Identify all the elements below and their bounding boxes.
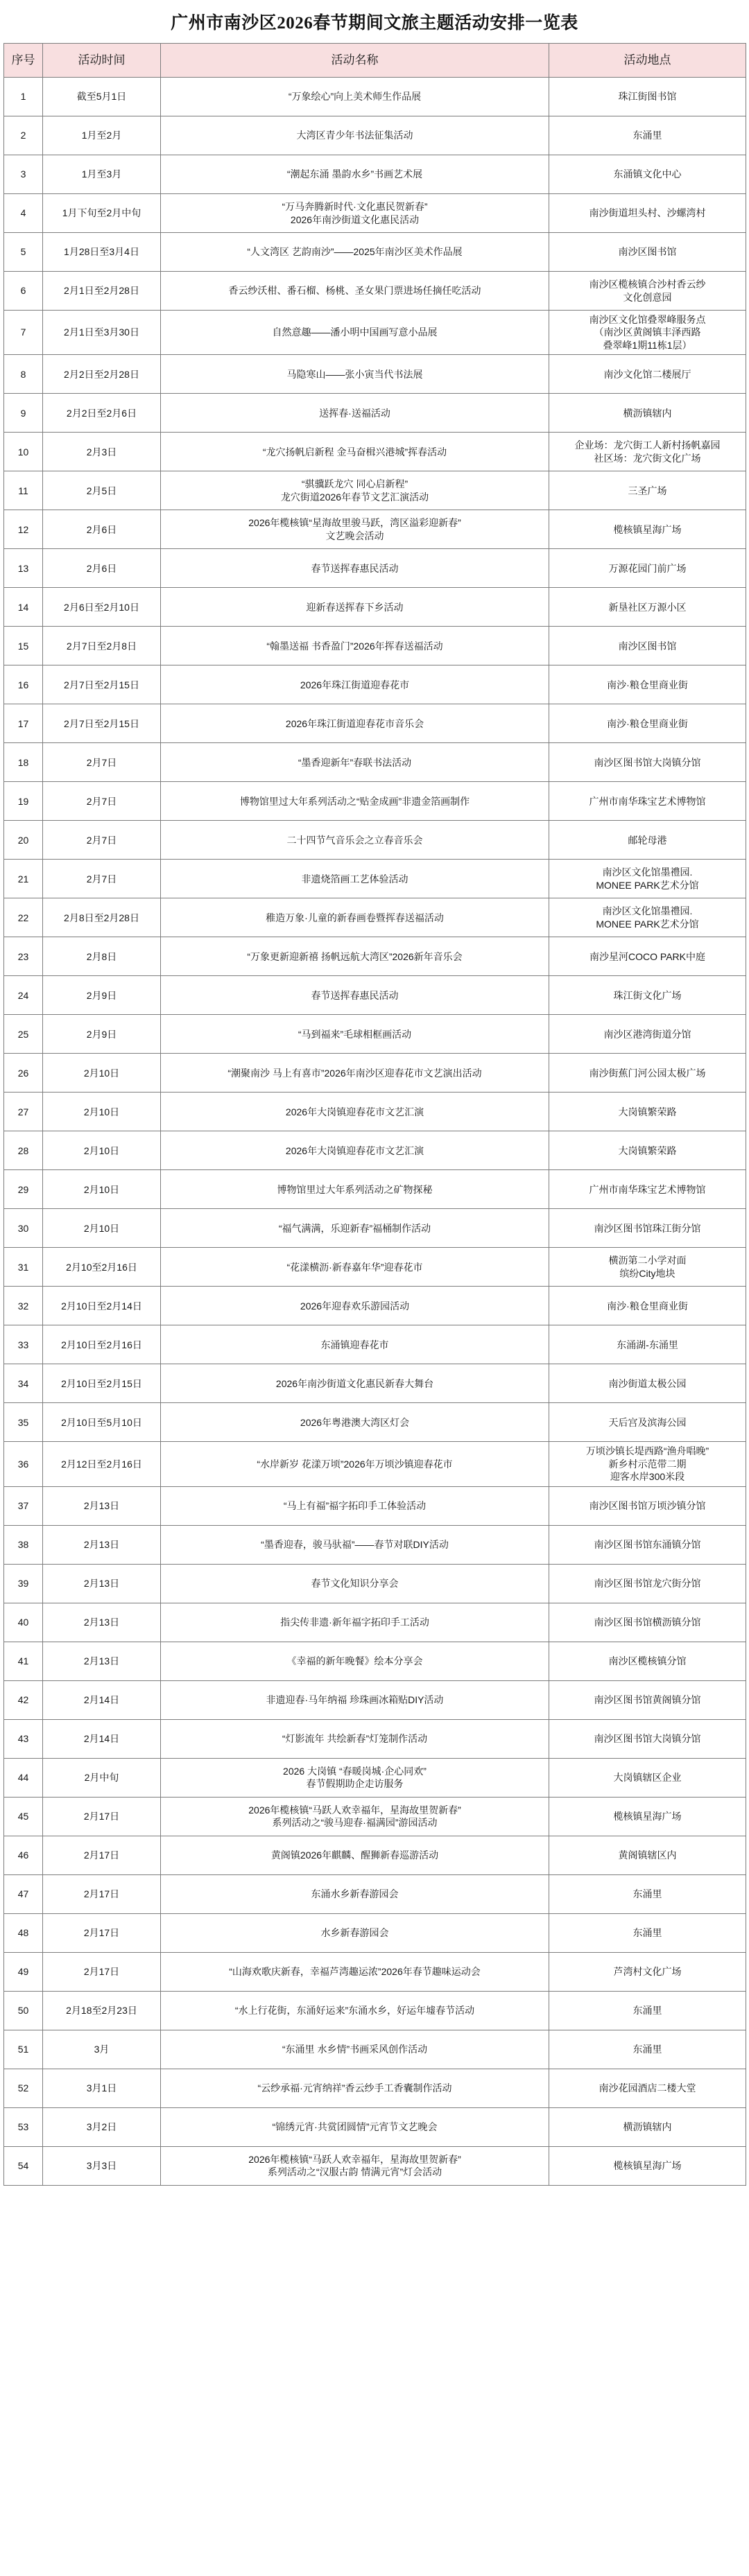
table-row [4,665,746,704]
table-row [4,704,746,743]
cell-activity-time: 2月13日 [43,1525,161,1564]
cell-activity-location: 万源花园门前广场 [549,549,746,588]
cell-activity-name: 2026 大岗镇 “春暖岗城·企心同欢” 春节假期助企走访服务 [161,1758,549,1797]
cell-activity-name: 春节文化知识分享会 [161,1564,549,1603]
cell-activity-time: 1月至2月 [43,116,161,155]
table-row [4,1564,746,1603]
cell-activity-name: 2026年迎春欢乐游园活动 [161,1287,549,1325]
cell-activity-time: 2月中旬 [43,1758,161,1797]
cell-index: 54 [4,2146,43,2185]
cell-activity-name: 东涌镇迎春花市 [161,1325,549,1364]
table-row [4,233,746,272]
column-header-location: 活动地点 [549,44,746,78]
cell-index: 23 [4,937,43,976]
cell-activity-location: 南沙星河COCO PARK中庭 [549,937,746,976]
cell-activity-name: 《幸福的新年晚餐》绘本分享会 [161,1642,549,1680]
cell-activity-time: 2月7日 [43,782,161,821]
table-row [4,1364,746,1403]
table-row [4,2107,746,2146]
cell-activity-name: 2026年榄核镇“星海故里骏马跃，湾区溢彩迎新春” 文艺晚会活动 [161,510,549,549]
table-row [4,433,746,471]
table-row [4,78,746,116]
cell-activity-time: 3月3日 [43,2146,161,2185]
cell-activity-time: 2月3日 [43,433,161,471]
cell-index: 48 [4,1913,43,1952]
cell-activity-time: 2月6日 [43,510,161,549]
table-row [4,1054,746,1093]
cell-activity-name: 黄阁镇2026年麒麟、醒狮新春巡游活动 [161,1836,549,1874]
table-row [4,1209,746,1248]
cell-activity-time: 3月2日 [43,2107,161,2146]
cell-activity-time: 2月1日至2月28日 [43,272,161,311]
cell-activity-time: 2月13日 [43,1603,161,1642]
cell-activity-time: 2月6日 [43,549,161,588]
cell-activity-time: 2月10至2月16日 [43,1248,161,1287]
table-row [4,976,746,1015]
cell-activity-name: 2026年大岗镇迎春花市文艺汇演 [161,1131,549,1170]
table-row [4,272,746,311]
table-row [4,549,746,588]
cell-activity-location: 南沙区图书馆大岗镇分馆 [549,743,746,782]
cell-activity-name: 春节送挥春惠民活动 [161,549,549,588]
cell-activity-name: 送挥春·送福活动 [161,394,549,433]
cell-activity-location: 横沥镇辖内 [549,2107,746,2146]
table-row [4,155,746,194]
cell-index: 45 [4,1797,43,1836]
table-row [4,1442,746,1486]
cell-activity-location: 东涌里 [549,1913,746,1952]
cell-index: 52 [4,2069,43,2107]
cell-activity-name: “云纱承福·元宵纳祥”香云纱手工香囊制作活动 [161,2069,549,2107]
cell-activity-name: “潮聚南沙 马上有喜市”2026年南沙区迎春花市文艺演出活动 [161,1054,549,1093]
cell-activity-location: 榄核镇星海广场 [549,510,746,549]
cell-activity-name: 非遗迎春·马年纳福 珍珠画冰箱贴DIY活动 [161,1680,549,1719]
cell-index: 30 [4,1209,43,1248]
cell-activity-name: 博物馆里过大年系列活动之“贴金成画”非遗金箔画制作 [161,782,549,821]
cell-activity-location: 南沙区图书馆大岗镇分馆 [549,1719,746,1758]
table-row [4,116,746,155]
cell-index: 10 [4,433,43,471]
table-row [4,1248,746,1287]
cell-activity-location: 东涌湖-东涌里 [549,1325,746,1364]
cell-activity-location: 广州市南华珠宝艺术博物馆 [549,1170,746,1209]
cell-activity-location: 大岗镇辖区企业 [549,1758,746,1797]
cell-activity-location: 邮轮母港 [549,821,746,860]
cell-activity-location: 大岗镇繁荣路 [549,1131,746,1170]
cell-activity-name: 2026年南沙街道文化惠民新春大舞台 [161,1364,549,1403]
cell-activity-time: 2月1日至3月30日 [43,311,161,355]
cell-activity-name: “人文湾区 艺韵南沙”——2025年南沙区美术作品展 [161,233,549,272]
table-row [4,898,746,937]
cell-activity-location: 南沙文化馆二楼展厅 [549,355,746,394]
cell-activity-name: “水上行花街，东涌好运来”东涌水乡，好运年墟春节活动 [161,1991,549,2030]
cell-activity-name: 大湾区青少年书法征集活动 [161,116,549,155]
cell-activity-time: 3月1日 [43,2069,161,2107]
cell-activity-location: 南沙区文化馆叠翠峰服务点 （南沙区黄阁镇丰泽西路 叠翠峰1期11栋1层） [549,311,746,355]
cell-index: 1 [4,78,43,116]
cell-index: 11 [4,471,43,510]
cell-activity-time: 2月10日 [43,1170,161,1209]
cell-activity-name: “马上有福”福字拓印手工体验活动 [161,1486,549,1525]
table-row [4,1486,746,1525]
cell-index: 42 [4,1680,43,1719]
cell-index: 3 [4,155,43,194]
cell-activity-time: 2月18至2月23日 [43,1991,161,2030]
cell-activity-time: 2月8日至2月28日 [43,898,161,937]
cell-activity-location: 珠江街文化广场 [549,976,746,1015]
cell-activity-time: 2月10日 [43,1054,161,1093]
cell-index: 4 [4,194,43,233]
cell-index: 51 [4,2030,43,2069]
cell-activity-name: “龙穴扬帆启新程 金马奋楫兴港城”挥春活动 [161,433,549,471]
cell-index: 35 [4,1403,43,1442]
cell-activity-location: 东涌里 [549,116,746,155]
cell-activity-time: 2月14日 [43,1680,161,1719]
table-row [4,2146,746,2185]
cell-activity-time: 2月10日至2月15日 [43,1364,161,1403]
cell-activity-time: 2月9日 [43,976,161,1015]
title-bar [0,0,749,43]
cell-activity-location: 广州市南华珠宝艺术博物馆 [549,782,746,821]
table-row [4,2030,746,2069]
cell-index: 8 [4,355,43,394]
cell-activity-name: “万象更新迎新禧 扬帆远航大湾区”2026新年音乐会 [161,937,549,976]
cell-activity-location: 南沙区港湾街道分馆 [549,1015,746,1054]
cell-activity-name: “福气满满，乐迎新春”福桶制作活动 [161,1209,549,1248]
table-row [4,1874,746,1913]
cell-activity-location: 南沙区图书馆 [549,627,746,665]
cell-activity-name: 香云纱沃柑、番石榴、杨桃、圣女果门票进场任摘任吃活动 [161,272,549,311]
table-row [4,821,746,860]
table-row [4,1680,746,1719]
cell-activity-time: 2月7日至2月8日 [43,627,161,665]
cell-activity-time: 2月13日 [43,1564,161,1603]
cell-activity-name: 水乡新春游园会 [161,1913,549,1952]
cell-index: 29 [4,1170,43,1209]
cell-activity-location: 横沥第二小学对面 缤纷City地块 [549,1248,746,1287]
cell-activity-location: 南沙区图书馆东涌镇分馆 [549,1525,746,1564]
cell-index: 24 [4,976,43,1015]
cell-index: 7 [4,311,43,355]
cell-activity-name: 二十四节气音乐会之立春音乐会 [161,821,549,860]
cell-index: 31 [4,1248,43,1287]
table-row [4,471,746,510]
cell-index: 28 [4,1131,43,1170]
cell-activity-location: 南沙区图书馆万顷沙镇分馆 [549,1486,746,1525]
cell-index: 33 [4,1325,43,1364]
cell-activity-time: 2月17日 [43,1874,161,1913]
cell-activity-name: “翰墨送福 书香盈门”2026年挥春送福活动 [161,627,549,665]
cell-index: 18 [4,743,43,782]
cell-activity-time: 2月10日至2月16日 [43,1325,161,1364]
cell-activity-location: 南沙区榄核镇分馆 [549,1642,746,1680]
cell-activity-name: “灯影流年 共绘新春”灯笼制作活动 [161,1719,549,1758]
cell-activity-location: 东涌里 [549,1991,746,2030]
cell-index: 14 [4,588,43,627]
cell-activity-location: 南沙区图书馆龙穴街分馆 [549,1564,746,1603]
cell-activity-time: 2月14日 [43,1719,161,1758]
cell-index: 15 [4,627,43,665]
cell-activity-time: 1月下旬至2月中旬 [43,194,161,233]
cell-activity-name: “万象绘心”向上美术师生作品展 [161,78,549,116]
cell-index: 32 [4,1287,43,1325]
cell-index: 47 [4,1874,43,1913]
table-header-row [4,44,746,78]
table-row [4,860,746,898]
cell-activity-location: 榄核镇星海广场 [549,1797,746,1836]
cell-activity-name: “锦绣元宵·共赏团圆情”元宵节文艺晚会 [161,2107,549,2146]
cell-index: 34 [4,1364,43,1403]
table-body [4,78,746,2186]
cell-index: 39 [4,1564,43,1603]
cell-activity-name: 迎新春送挥春下乡活动 [161,588,549,627]
cell-activity-location: 南沙·粮仓里商业街 [549,665,746,704]
table-row [4,1797,746,1836]
cell-activity-name: 东涌水乡新春游园会 [161,1874,549,1913]
cell-activity-time: 2月7日 [43,860,161,898]
cell-activity-name: “万马奔腾新时代·文化惠民贺新春” 2026年南沙街道文化惠民活动 [161,194,549,233]
cell-index: 40 [4,1603,43,1642]
cell-activity-name: 稚造万象·儿童的新春画卷暨挥春送福活动 [161,898,549,937]
cell-activity-location: 南沙区图书馆 [549,233,746,272]
cell-index: 5 [4,233,43,272]
cell-activity-name: “墨香迎新年”春联书法活动 [161,743,549,782]
table-row [4,1170,746,1209]
cell-index: 53 [4,2107,43,2146]
cell-activity-location: 南沙街道坦头村、沙螺湾村 [549,194,746,233]
cell-activity-name: “花漾横沥·新春嘉年华”迎春花市 [161,1248,549,1287]
cell-activity-location: 南沙区榄核镇合沙村香云纱 文化创意园 [549,272,746,311]
table-row [4,1403,746,1442]
cell-activity-name: “墨香迎春，骏马驮福”——春节对联DIY活动 [161,1525,549,1564]
cell-activity-name: “骐骥跃龙穴 同心启新程” 龙穴街道2026年春节文艺汇演活动 [161,471,549,510]
cell-activity-location: 南沙区图书馆珠江街分馆 [549,1209,746,1248]
cell-activity-location: 南沙区图书馆黄阁镇分馆 [549,1680,746,1719]
cell-activity-location: 新垦社区万源小区 [549,588,746,627]
cell-activity-time: 2月7日至2月15日 [43,704,161,743]
cell-activity-time: 2月9日 [43,1015,161,1054]
cell-activity-time: 2月2日至2月6日 [43,394,161,433]
cell-index: 43 [4,1719,43,1758]
table-row [4,1836,746,1874]
cell-activity-time: 2月10日至2月14日 [43,1287,161,1325]
cell-activity-location: 南沙区文化馆墨禮园. MONEE PARK艺术分馆 [549,898,746,937]
cell-activity-name: 2026年大岗镇迎春花市文艺汇演 [161,1093,549,1131]
cell-activity-location: 南沙街道太极公园 [549,1364,746,1403]
cell-index: 44 [4,1758,43,1797]
cell-index: 46 [4,1836,43,1874]
column-header-time: 活动时间 [43,44,161,78]
cell-index: 27 [4,1093,43,1131]
cell-activity-location: 天后宫及滨海公园 [549,1403,746,1442]
table-row [4,743,746,782]
cell-index: 17 [4,704,43,743]
cell-activity-time: 2月10日 [43,1093,161,1131]
page-title: 广州市南沙区2026春节期间文旅主题活动安排一览表 [171,14,578,33]
cell-activity-location: 南沙区图书馆横沥镇分馆 [549,1603,746,1642]
cell-activity-name: 博物馆里过大年系列活动之矿物探秘 [161,1170,549,1209]
table-row [4,2069,746,2107]
table-row [4,510,746,549]
table-row [4,782,746,821]
cell-activity-time: 2月2日至2月28日 [43,355,161,394]
cell-activity-time: 2月7日至2月15日 [43,665,161,704]
cell-activity-time: 2月7日 [43,821,161,860]
table-row [4,1991,746,2030]
cell-index: 37 [4,1486,43,1525]
cell-activity-location: 东涌里 [549,1874,746,1913]
cell-activity-location: 南沙街蕉门河公园太极广场 [549,1054,746,1093]
cell-activity-location: 黄阁镇辖区内 [549,1836,746,1874]
cell-index: 49 [4,1952,43,1991]
table-row [4,311,746,355]
cell-activity-location: 南沙·粮仓里商业街 [549,704,746,743]
cell-index: 19 [4,782,43,821]
table-row [4,1913,746,1952]
cell-activity-location: 南沙·粮仓里商业街 [549,1287,746,1325]
cell-activity-name: 2026年珠江街道迎春花市 [161,665,549,704]
cell-activity-location: 企业场：龙穴街工人新村扬帆嘉园 社区场：龙穴街文化广场 [549,433,746,471]
cell-index: 41 [4,1642,43,1680]
cell-activity-name: 春节送挥春惠民活动 [161,976,549,1015]
cell-activity-time: 2月17日 [43,1913,161,1952]
cell-activity-name: “潮起东涌 墨韵水乡”书画艺术展 [161,155,549,194]
cell-index: 2 [4,116,43,155]
cell-activity-name: “水岸新岁 花漾万顷”2026年万顷沙镇迎春花市 [161,1442,549,1486]
table-row [4,355,746,394]
cell-activity-time: 2月17日 [43,1797,161,1836]
table-row [4,1093,746,1131]
table-row [4,1015,746,1054]
cell-activity-location: 东涌镇文化中心 [549,155,746,194]
cell-activity-name: “山海欢歌庆新春，幸福芦湾趣运浓”2026年春节趣味运动会 [161,1952,549,1991]
cell-activity-time: 2月8日 [43,937,161,976]
cell-index: 38 [4,1525,43,1564]
cell-index: 26 [4,1054,43,1093]
cell-activity-time: 1月至3月 [43,155,161,194]
cell-index: 21 [4,860,43,898]
table-row [4,1603,746,1642]
table-row [4,1287,746,1325]
cell-index: 16 [4,665,43,704]
activity-schedule-table [3,43,746,2186]
table-row [4,627,746,665]
cell-activity-time: 2月10日至5月10日 [43,1403,161,1442]
cell-activity-time: 2月10日 [43,1209,161,1248]
table-row [4,937,746,976]
cell-activity-name: 2026年榄核镇“马跃人欢幸福年，星海故里贺新春” 系列活动之“骏马迎春·福满园”游园活动 [161,1797,549,1836]
cell-index: 25 [4,1015,43,1054]
cell-activity-name: 2026年珠江街道迎春花市音乐会 [161,704,549,743]
cell-activity-time: 2月17日 [43,1836,161,1874]
cell-activity-location: 横沥镇辖内 [549,394,746,433]
cell-activity-time: 2月10日 [43,1131,161,1170]
cell-activity-time: 2月6日至2月10日 [43,588,161,627]
cell-activity-time: 3月 [43,2030,161,2069]
table-row [4,1758,746,1797]
table-row [4,588,746,627]
cell-activity-time: 截至5月1日 [43,78,161,116]
cell-activity-name: 指尖传非遗·新年福字拓印手工活动 [161,1603,549,1642]
table-row [4,1642,746,1680]
cell-index: 50 [4,1991,43,2030]
cell-activity-location: 三圣广场 [549,471,746,510]
column-header-name: 活动名称 [161,44,549,78]
cell-activity-time: 2月5日 [43,471,161,510]
cell-activity-location: 东涌里 [549,2030,746,2069]
cell-activity-time: 2月17日 [43,1952,161,1991]
cell-index: 12 [4,510,43,549]
table-row [4,194,746,233]
table-header [4,44,746,78]
cell-activity-time: 2月7日 [43,743,161,782]
cell-index: 9 [4,394,43,433]
column-header-index: 序号 [4,44,43,78]
cell-activity-location: 万顷沙镇长堤西路“渔舟唱晚” 新乡村示范带二期 迎客水岸300米段 [549,1442,746,1486]
cell-index: 6 [4,272,43,311]
table-row [4,1719,746,1758]
cell-activity-location: 榄核镇星海广场 [549,2146,746,2185]
table-row [4,1325,746,1364]
cell-activity-name: 2026年榄核镇“马跃人欢幸福年，星海故里贺新春” 系列活动之“汉服古韵 情满元宵”灯会活动 [161,2146,549,2185]
table-row [4,394,746,433]
cell-activity-location: 珠江街图书馆 [549,78,746,116]
cell-activity-name: 非遗烧箔画工艺体验活动 [161,860,549,898]
table-row [4,1525,746,1564]
cell-activity-location: 南沙花园酒店二楼大堂 [549,2069,746,2107]
cell-activity-time: 1月28日至3月4日 [43,233,161,272]
table-row [4,1952,746,1991]
table-row [4,1131,746,1170]
cell-activity-time: 2月13日 [43,1486,161,1525]
cell-activity-name: 马隐寒山——张小寅当代书法展 [161,355,549,394]
cell-activity-time: 2月12日至2月16日 [43,1442,161,1486]
cell-index: 22 [4,898,43,937]
cell-activity-location: 大岗镇繁荣路 [549,1093,746,1131]
cell-activity-time: 2月13日 [43,1642,161,1680]
cell-activity-name: “东涌里 水乡情”书画采风创作活动 [161,2030,549,2069]
cell-activity-name: 自然意趣——潘小明中国画写意小品展 [161,311,549,355]
cell-index: 13 [4,549,43,588]
cell-activity-location: 芦湾村文化广场 [549,1952,746,1991]
cell-index: 20 [4,821,43,860]
cell-activity-name: “马到福来”毛球相框画活动 [161,1015,549,1054]
cell-activity-location: 南沙区文化馆墨禮园. MONEE PARK艺术分馆 [549,860,746,898]
cell-index: 36 [4,1442,43,1486]
cell-activity-name: 2026年粤港澳大湾区灯会 [161,1403,549,1442]
